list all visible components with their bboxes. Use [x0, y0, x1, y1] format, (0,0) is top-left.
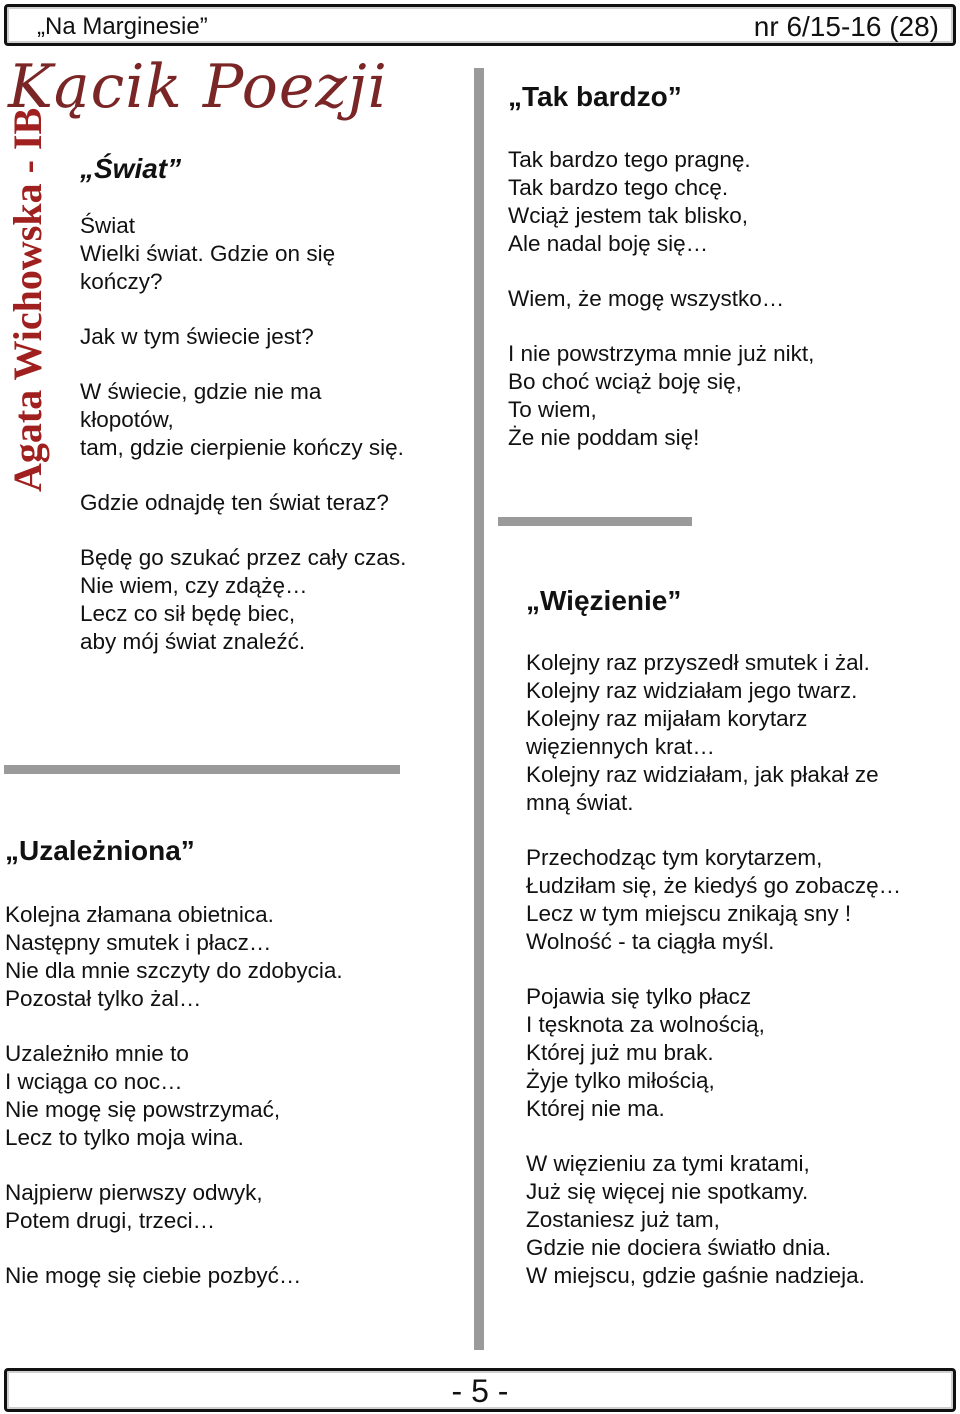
poem-line: W miejscu, gdzie gaśnie nadzieja.	[526, 1263, 865, 1288]
stanza	[5, 1262, 343, 1290]
poem-line: Wciąż jestem tak blisko,	[508, 203, 749, 228]
poem-line: To wiem,	[508, 397, 597, 422]
poem-wiezienie	[526, 584, 901, 1317]
poem-line: I wciąga co noc…	[5, 1069, 183, 1094]
poem-line: Pojawia się tylko płacz	[526, 984, 752, 1009]
poem-line: Nie wiem, czy zdążę…	[80, 573, 308, 598]
poem-line: Kolejny raz przyszedł smutek i żal.	[526, 650, 870, 675]
section-title: Kącik Poezji	[8, 52, 388, 122]
poem-line: Żyje tylko miłością,	[526, 1068, 715, 1093]
poem-line: Nie dla mnie szczyty do zdobycia.	[5, 958, 343, 983]
poem-line: Przechodząc tym korytarzem,	[526, 845, 823, 870]
poem-line: Nie mogę się powstrzymać,	[5, 1097, 281, 1122]
magazine-name: „Na Marginesie”	[37, 13, 208, 40]
poem-uzaleznona	[5, 834, 343, 1317]
poem-line: Łudziłam się, że kiedyś go zobaczę…	[526, 873, 902, 898]
footer-bar	[4, 1368, 956, 1412]
stanza	[80, 378, 406, 462]
poem-line: Nie mogę się ciebie pozbyć…	[5, 1263, 302, 1288]
poem-line: więziennych krat…	[526, 734, 715, 759]
poem-line: Kolejny raz widziałam, jak płakał ze	[526, 762, 879, 787]
stanza	[526, 649, 901, 817]
poem-line: Wiem, że mogę wszystko…	[508, 286, 785, 311]
poem-line: Następny smutek i płacz…	[5, 930, 272, 955]
poem-line: Lecz to tylko moja wina.	[5, 1125, 244, 1150]
poem-line: Której już mu brak.	[526, 1040, 714, 1065]
poem-tak-bardzo	[508, 80, 814, 479]
poem-title: „Świat”	[80, 153, 182, 184]
poem-line: Że nie poddam się!	[508, 425, 700, 450]
poem-title: „Uzależniona”	[5, 835, 195, 866]
stanza	[80, 544, 406, 656]
stanza	[508, 285, 814, 313]
page-number: - 5 -	[451, 1373, 509, 1409]
poem-line: Wielki świat. Gdzie on się	[80, 241, 336, 266]
stanza	[80, 212, 406, 296]
stanza	[80, 489, 406, 517]
stanza	[5, 1040, 343, 1152]
author-name: Agata Wichowska - IB	[5, 107, 50, 492]
poem-line: Ale nadal boję się…	[508, 231, 709, 256]
poem-line: Lecz w tym miejscu znikają sny !	[526, 901, 852, 926]
poem-line: Kolejna złamana obietnica.	[5, 902, 274, 927]
stanza	[526, 983, 901, 1123]
stanza	[526, 844, 901, 956]
stanza	[526, 1150, 901, 1290]
poem-line: tam, gdzie cierpienie kończy się.	[80, 435, 404, 460]
poem-line: Wolność - ta ciągła myśl.	[526, 929, 775, 954]
poem-line: Bo choć wciąż boję się,	[508, 369, 742, 394]
poem-line: mną świat.	[526, 790, 634, 815]
poem-line: kończy?	[80, 269, 163, 294]
poem-line: Kolejny raz mijałam korytarz	[526, 706, 808, 731]
stanza	[508, 340, 814, 452]
stanza	[80, 323, 406, 351]
poem-line: Świat	[80, 213, 136, 238]
header-bar	[4, 4, 956, 46]
poem-swiat	[80, 152, 406, 683]
poem-line: aby mój świat znaleźć.	[80, 629, 306, 654]
poem-line: Pozostał tylko żal…	[5, 986, 202, 1011]
stanza	[508, 146, 814, 258]
poem-line: W świecie, gdzie nie ma	[80, 379, 322, 404]
column-divider	[474, 68, 484, 1350]
poem-line: kłopotów,	[80, 407, 174, 432]
poem-title: „Więzienie”	[526, 585, 682, 616]
poem-line: Jak w tym świecie jest?	[80, 324, 314, 349]
poem-line: Gdzie odnajdę ten świat teraz?	[80, 490, 389, 515]
stanza	[5, 1179, 343, 1235]
poem-line: Kolejny raz widziałam jego twarz.	[526, 678, 858, 703]
separator-left	[4, 765, 400, 774]
poem-line: Której nie ma.	[526, 1096, 665, 1121]
poem-line: Uzależniło mnie to	[5, 1041, 189, 1066]
poem-line: I tęsknota za wolnością,	[526, 1012, 765, 1037]
poem-line: Zostaniesz już tam,	[526, 1207, 720, 1232]
poem-line: Będę go szukać przez cały czas.	[80, 545, 407, 570]
poem-line: Lecz co sił będę biec,	[80, 601, 296, 626]
poem-line: Już się więcej nie spotkamy.	[526, 1179, 809, 1204]
poem-line: Gdzie nie dociera światło dnia.	[526, 1235, 832, 1260]
poem-title: „Tak bardzo”	[508, 81, 682, 112]
issue-number: nr 6/15-16 (28)	[753, 11, 939, 42]
poem-line: W więzieniu za tymi kratami,	[526, 1151, 810, 1176]
poem-line: Tak bardzo tego chcę.	[508, 175, 729, 200]
poem-line: I nie powstrzyma mnie już nikt,	[508, 341, 815, 366]
poem-line: Najpierw pierwszy odwyk,	[5, 1180, 263, 1205]
stanza	[5, 901, 343, 1013]
separator-right	[498, 517, 692, 526]
poem-line: Potem drugi, trzeci…	[5, 1208, 216, 1233]
poem-line: Tak bardzo tego pragnę.	[508, 147, 751, 172]
